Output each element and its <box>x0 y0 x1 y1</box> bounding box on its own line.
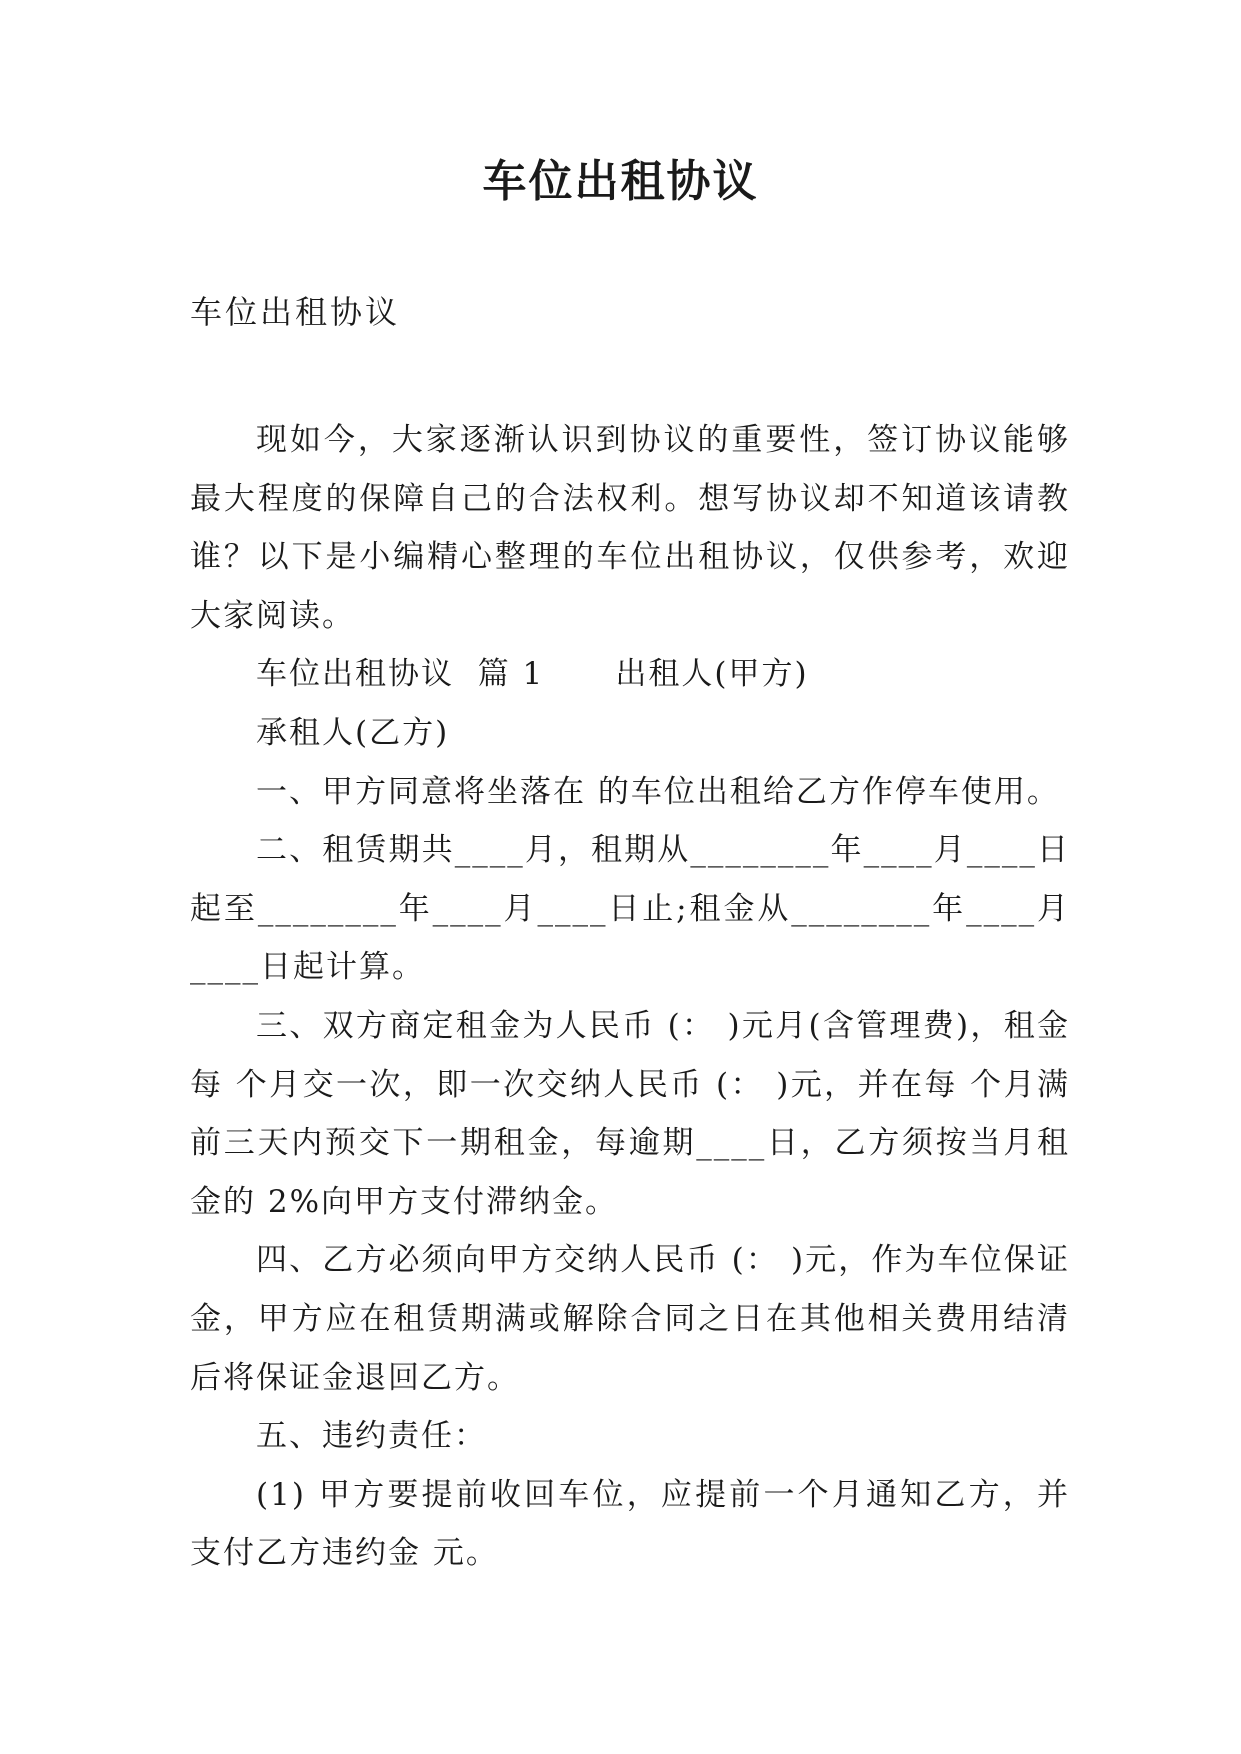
document-body <box>190 411 1070 1583</box>
clause-4: 四、乙方必须向甲方交纳人民币 (： )元，作为车位保证金，甲方应在租赁期满或解除合同之日在其他相关费用结清后将保证金退回乙方。 <box>190 1242 1070 1396</box>
clause-1: 一、甲方同意将坐落在 的车位出租给乙方作停车使用。 <box>256 773 1060 810</box>
clause-2: 二、租赁期共____月，租期从________年____月____日起至________年____月____日止;租金从________年____月____日起计算。 <box>190 832 1070 986</box>
intro-paragraph: 现如今，大家逐渐认识到协议的重要性，签订协议能够最大程度的保障自己的合法权利。想写协议却不知道该请教谁？以下是小编精心整理的车位出租协议，仅供参考，欢迎大家阅读。 <box>190 422 1070 634</box>
lessee-line: 承租人(乙方) <box>256 714 450 751</box>
document-title: 车位出租协议 <box>482 156 759 207</box>
clause-3: 三、双方商定租金为人民币 (： )元月(含管理费)，租金每 个月交一次，即一次交纳人民币 (： )元，并在每 个月满前三天内预交下一期租金，每逾期____日，乙方须按当月租金的 2%向甲方支付滞纳金。 <box>190 1007 1070 1220</box>
clause-5-heading: 五、违约责任： <box>256 1418 487 1455</box>
document-subtitle: 车位出租协议 <box>190 293 401 331</box>
section-heading-parties: 车位出租协议 篇 1 出租人(甲方) <box>256 656 809 693</box>
clause-5-item-1: (1) 甲方要提前收回车位，应提前一个月通知乙方，并支付乙方违约金 元。 <box>190 1476 1070 1572</box>
